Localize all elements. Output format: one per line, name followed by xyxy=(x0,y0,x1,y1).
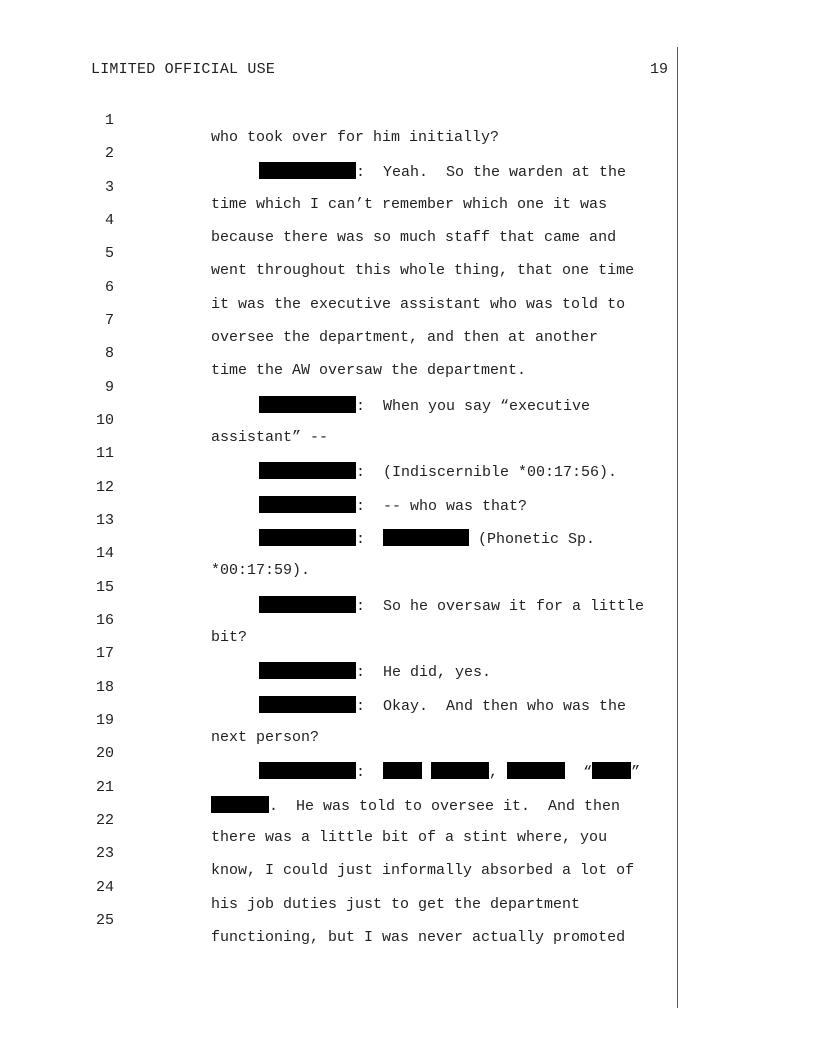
transcript-line xyxy=(0,828,676,879)
line-text: assistant” -- xyxy=(211,429,329,446)
line-number: 21 xyxy=(95,779,114,796)
line-number: 5 xyxy=(104,245,114,262)
line-text: : Yeah. So the warden at the xyxy=(356,164,627,181)
line-text: who took over for him initially? xyxy=(211,129,500,146)
line-number: 3 xyxy=(104,179,114,196)
line-number: 22 xyxy=(95,812,114,829)
transcript-line xyxy=(0,428,676,481)
right-margin-rule xyxy=(677,47,678,1008)
line-text: : Okay. And then who was the xyxy=(356,698,627,715)
line-number: 6 xyxy=(104,279,114,296)
comma-mark: , xyxy=(489,764,499,781)
transcript-line xyxy=(0,195,676,246)
line-number: 15 xyxy=(95,579,114,596)
open-quote-mark: “ xyxy=(583,764,593,781)
line-number: 13 xyxy=(95,512,114,529)
classification-header: LIMITED OFFICIAL USE xyxy=(91,61,276,78)
line-text: : So he oversaw it for a little xyxy=(356,598,645,615)
line-text: know, I could just informally absorbed a lot of xyxy=(211,862,635,879)
transcript-line xyxy=(0,295,676,346)
transcript-line xyxy=(0,495,676,548)
transcript-line xyxy=(0,662,676,715)
transcript-line xyxy=(0,362,676,415)
line-text: : He did, yes. xyxy=(356,664,492,681)
line-number: 2 xyxy=(104,145,114,162)
page-number: 19 xyxy=(649,61,668,78)
line-number: 9 xyxy=(104,379,114,396)
line-number: 17 xyxy=(95,645,114,662)
transcript-line xyxy=(0,128,676,181)
line-number: 12 xyxy=(95,479,114,496)
line-text: time the AW oversaw the department. xyxy=(211,362,527,379)
transcript-line xyxy=(0,162,676,213)
line-number: 16 xyxy=(95,612,114,629)
line-text: . He was told to oversee it. And then xyxy=(269,798,621,815)
line-text: : When you say “executive xyxy=(356,398,591,415)
line-number: 7 xyxy=(104,312,114,329)
line-number: 24 xyxy=(95,879,114,896)
line-number: 25 xyxy=(95,912,114,929)
line-number: 8 xyxy=(104,345,114,362)
transcript-line xyxy=(0,395,676,446)
transcript-line xyxy=(0,628,676,681)
line-text: : (Indiscernible *00:17:56). xyxy=(356,464,618,481)
line-text: oversee the department, and then at another xyxy=(211,329,599,346)
line-number: 14 xyxy=(95,545,114,562)
line-text: there was a little bit of a stint where, you xyxy=(211,829,608,846)
transcript-line xyxy=(0,462,676,515)
transcript-line xyxy=(0,795,676,846)
line-text: : -- who was that? xyxy=(356,498,528,515)
transcript-line xyxy=(0,262,676,313)
line-number: 11 xyxy=(95,445,114,462)
transcript-line xyxy=(0,328,676,379)
transcript-line xyxy=(0,595,676,646)
line-text: *00:17:59). xyxy=(211,562,311,579)
transcript-line xyxy=(0,895,676,946)
line-number: 19 xyxy=(95,712,114,729)
transcript-line xyxy=(0,695,676,746)
line-text: bit? xyxy=(211,629,248,646)
line-number: 23 xyxy=(95,845,114,862)
close-quote-mark: ” xyxy=(631,764,641,781)
line-number: 1 xyxy=(104,112,114,129)
line-text: his job duties just to get the department xyxy=(211,896,581,913)
line-number: 4 xyxy=(104,212,114,229)
line-text: time which I can’t remember which one it was xyxy=(211,196,608,213)
line-text-continued: (Phonetic Sp. xyxy=(469,531,596,548)
line-text: functioning, but I was never actually promoted xyxy=(211,929,626,946)
line-text: next person? xyxy=(211,729,320,746)
line-text: : xyxy=(356,764,384,781)
transcript-line xyxy=(0,728,676,781)
transcript-line xyxy=(0,528,676,579)
transcript-line xyxy=(0,862,676,913)
line-number: 10 xyxy=(95,412,114,429)
line-number: 18 xyxy=(95,679,114,696)
line-text: it was the executive assistant who was told to xyxy=(211,296,626,313)
transcript-line xyxy=(0,762,676,815)
line-text: went throughout this whole thing, that one time xyxy=(211,262,635,279)
transcript-line xyxy=(0,95,676,146)
transcript-line xyxy=(0,228,676,279)
line-text: : xyxy=(356,531,384,548)
line-number: 20 xyxy=(95,745,114,762)
line-text: because there was so much staff that came and xyxy=(211,229,617,246)
transcript-line xyxy=(0,562,676,615)
